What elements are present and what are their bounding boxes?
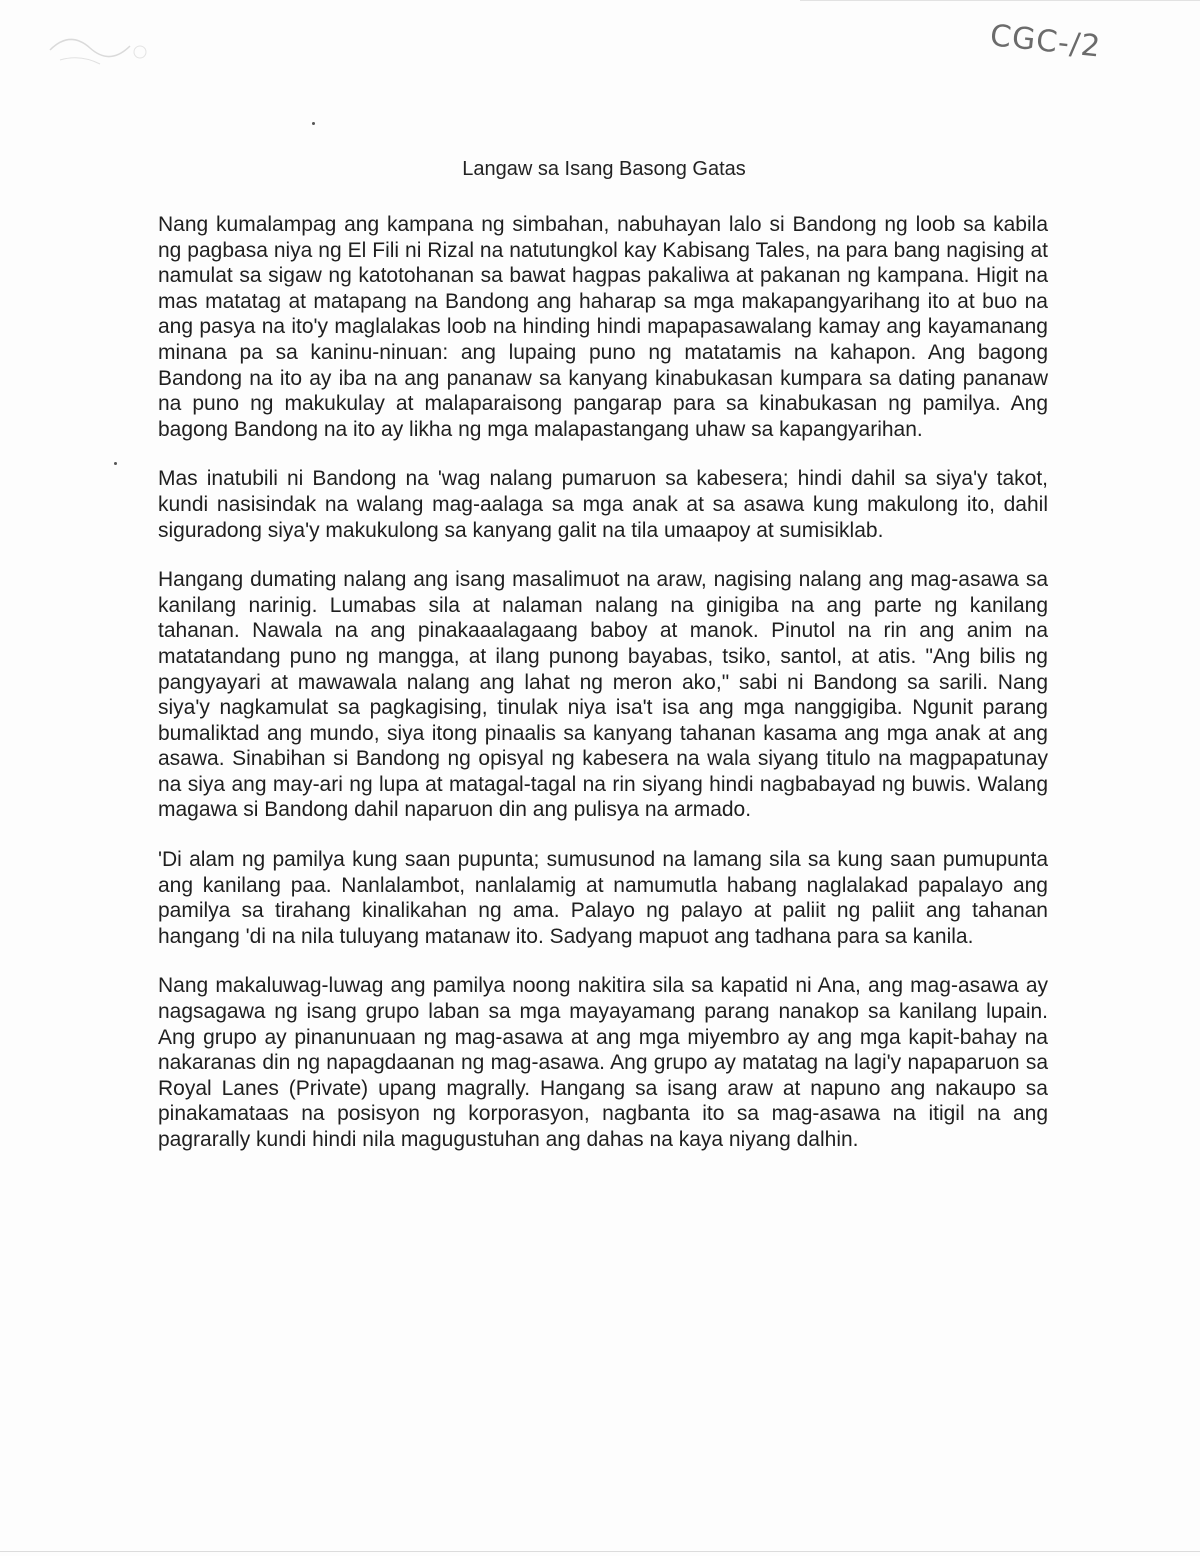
paragraph: 'Di alam ng pamilya kung saan pupunta; sumusunod na lamang sila sa kung saan pumupunta ang kanilang paa. Nanlalambot, nanlalamig at namumutla habang naglalakad papalayo ang pamilya sa tirahang kinalikahan ng ama. Palayo ng palayo at paliit ng paliit ang tahanan hangang 'di na nila tuluyang matanaw ito. Sadyang mapuot ang tadhana para sa kanila. [158,848,1048,948]
document-body [158,212,1048,1177]
document-title: Langaw sa Isang Basong Gatas [462,158,746,180]
handwritten-annotation: CGC-/2 [988,18,1103,65]
faint-stamp-mark [40,20,200,80]
paragraph: Hangang dumating nalang ang isang masalimuot na araw, nagising nalang ang mag-asawa sa kanilang narinig. Lumabas sila at nalaman nalang na ginigiba na ang parte ng kanilang tahanan. Nawala na ang pinakaaalagaang baboy at manok. Pinutol na rin ang anim na matatandang puno ng mangga, at ilang punong bayabas, tsiko, santol, at atis. "Ang bilis ng pangyayari at mawawala nalang ang lahat ng meron ako," sabi ni Bandong sa sarili. Nang siya'y nagkamulat sa pagkagising, tinulak niya isa't isa ang mga nanggigiba. Ngunit parang bumaliktad ang mundo, siya itong pinaalis sa kanyang tahanan kasama ang mga anak at ang asawa. Sinabihan si Bandong ng opisyal ng kabesera na wala siyang titulo na magpapatunay na siya ang may-ari ng lupa at matagal-tagal na rin siyang hindi nagbabayad ng buwis. Walang magawa si Bandong dahil naparuon din ang pulisya na armado. [158,568,1048,822]
paragraph: Nang makaluwag-luwag ang pamilya noong nakitira sila sa kapatid ni Ana, ang mag-asawa ay nagsagawa ng isang grupo laban sa mga mayayamang parang nanakop sa kanilang lupain. Ang grupo ay pinanunuaan ng mag-asawa at ang mga miyembro ay ang mga kapit-bahay na nakaranas din ng napagdaanan ng mag-asawa. Ang grupo ay matatag na lagi'y napaparuon sa Royal Lanes (Private) upang magrally. Hangang sa isang araw at napuno ang nakaupo sa pinakamataas na posisyon ng korporasyon, nagbanta ito sa mag-asawa na itigil na ang pagrarally kundi hindi nila magugustuhan ang dahas na kaya niyang dalhin. [158,974,1048,1151]
scan-speck [312,122,315,125]
paragraph: Nang kumalampag ang kampana ng simbahan, nabuhayan lalo si Bandong ng loob sa kabila ng pagbasa niya ng El Fili ni Rizal na natutungkol kay Kabisang Tales, na para bang nagising at namulat sa sigaw ng katotohanan sa bawat hagpas pakaliwa at pakanan ng kampana. Higit na mas matatag at matapang na Bandong ang haharap sa mga makapangyarihang ito at buo na ang pasya na ito'y maglalakas loob na hinding hindi mapapasawalang kamay ang kayamanang minana pa sa kaninu-ninuan: ang lupaing puno ng matatamis na kahapon. Ang bagong Bandong na ito ay iba na ang pananaw sa kanyang kinabukasan kumpara sa dating pananaw na puno ng makukulay at malaparaisong pangarap para sa kinabukasan ng pamilya. Ang bagong Bandong na ito ay likha ng mga malapastangang uhaw sa kapangyarihan. [158,213,1048,441]
scan-speck [114,462,117,465]
paragraph: Mas inatubili ni Bandong na 'wag nalang pumaruon sa kabesera; hindi dahil sa siya'y takot, kundi nasisindak na walang mag-aalaga sa mga anak at sa asawa kung makulong ito, dahil siguradong siya'y makukulong sa kanyang galit na tila umaapoy at sumisiklab. [158,467,1048,542]
scan-edge-top [800,0,1200,1]
scan-edge-bottom [0,1551,1200,1552]
